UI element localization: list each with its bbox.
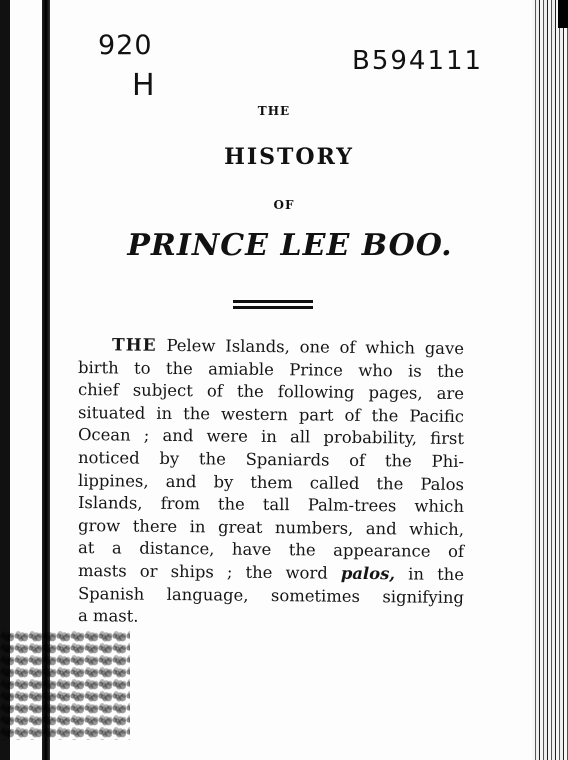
body-line: Ocean ; and were in all probability, first	[77, 425, 465, 449]
title-double-rule	[233, 300, 313, 309]
paper-stain	[0, 630, 130, 740]
body-line: chief subject of the following pages, are	[77, 380, 465, 404]
title-of: OF	[273, 198, 295, 212]
body-line-text: masts or ships ; the word	[77, 560, 341, 583]
body-line: grow there in great numbers, and which,	[77, 515, 465, 539]
body-line-text: Pelew Islands, one of which gave	[156, 335, 465, 359]
body-line: lippines, and by them called the Palos	[77, 470, 465, 494]
title-prince-lee-boo: PRINCE LEE BOO.	[127, 228, 453, 263]
body-line	[78, 560, 464, 587]
handwritten-call-number: 920	[98, 30, 153, 61]
right-scan-corner	[558, 0, 568, 28]
title-the: THE	[257, 104, 291, 118]
body-line: birth to the amiable Prince who is the	[77, 357, 465, 381]
body-line: a mast.	[77, 606, 139, 626]
body-paragraph	[78, 334, 464, 628]
italic-word-palos: palos,	[340, 563, 396, 584]
body-line: situated in the western part of the Pacific	[77, 402, 465, 426]
body-line: Spanish language, sometimes signifying	[77, 583, 465, 607]
handwritten-accession-number: B594111	[352, 46, 484, 76]
body-line: noticed by the Spaniards of the Phi-	[77, 447, 465, 472]
body-line: at a distance, have the appearance of	[77, 538, 465, 562]
body-line-text: in the	[394, 564, 465, 584]
title-history: HISTORY	[224, 144, 354, 170]
body-line: Islands, from the tall Palm-trees which	[77, 493, 465, 517]
handwritten-call-letter: H	[132, 68, 155, 103]
drop-word: THE	[111, 335, 157, 356]
